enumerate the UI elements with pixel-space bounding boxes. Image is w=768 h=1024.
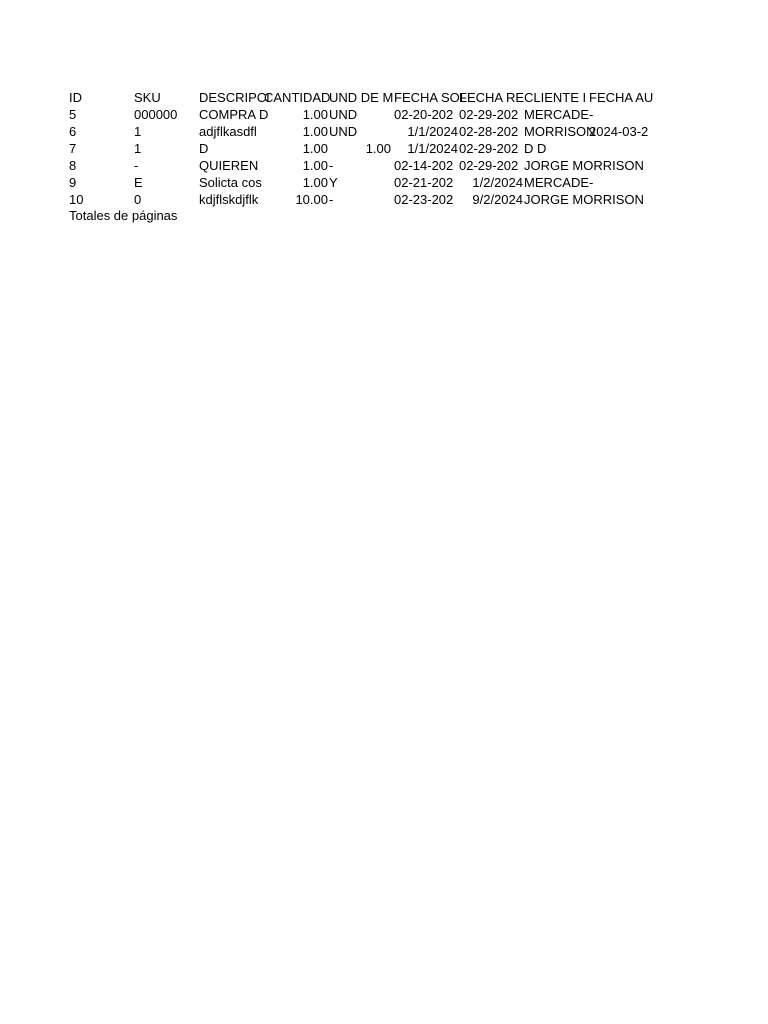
cell-fecha-re: 9/2/2024 (472, 192, 523, 207)
cell-fecha-solicitud: 02-20-202 (394, 107, 454, 122)
header-row (0, 89, 768, 106)
table-row (0, 157, 768, 174)
cell-fecha-aut: - (589, 175, 594, 190)
table-row (0, 123, 768, 140)
header-cantidad: CANTIDAD (264, 90, 331, 105)
cell-cantidad: 1.00 (302, 158, 328, 173)
cell-unidad: - (329, 158, 334, 173)
cell-id: 6 (69, 124, 77, 139)
cell-id: 10 (69, 192, 84, 207)
cell-fecha-re: 02-29-202 (459, 158, 519, 173)
header-fecha-aut: FECHA AU (589, 90, 654, 105)
cell-sku: 000000 (134, 107, 178, 122)
header-descripcion: DESCRIPCI (199, 90, 270, 105)
cell-fecha-re: 02-29-202 (459, 107, 519, 122)
cell-fecha-solicitud: 02-21-202 (394, 175, 454, 190)
cell-unidad: UND (329, 107, 358, 122)
cell-descripcion: adjflkasdfl (199, 124, 257, 139)
cell-cantidad: 10.00 (295, 192, 328, 207)
cell-cantidad: 1.00 (302, 124, 328, 139)
cell-sku: - (134, 158, 139, 173)
cell-fecha-aut: - (589, 107, 594, 122)
cell-cliente: MORRISON (524, 124, 596, 139)
header-cliente: CLIENTE I (524, 90, 587, 105)
table-row (0, 106, 768, 123)
header-sku: SKU (134, 90, 161, 105)
table-row (0, 174, 768, 191)
cell-unidad: UND (329, 124, 358, 139)
cell-sku: E (134, 175, 143, 190)
header-unidad: UND DE M (329, 90, 394, 105)
cell-sku: 1 (134, 141, 142, 156)
cell-cliente: JORGE MORRISON (524, 192, 644, 207)
table-row (0, 140, 768, 157)
cell-descripcion: kdjflskdjflk (199, 192, 259, 207)
cell-cliente: D D (524, 141, 547, 156)
totals-label: Totales de páginas (69, 208, 178, 223)
cell-unidad: - (329, 192, 334, 207)
cell-fecha-re: 02-29-202 (459, 141, 519, 156)
cell-fecha-solicitud: 1/1/2024 (407, 124, 458, 139)
cell-fecha-re: 1/2/2024 (472, 175, 523, 190)
cell-cliente: JORGE MORRISON (524, 158, 644, 173)
cell-unidad: 1.00 (365, 141, 391, 156)
cell-descripcion: QUIEREN (199, 158, 259, 173)
cell-fecha-solicitud: 02-14-202 (394, 158, 454, 173)
cell-cliente: MERCADE (524, 175, 590, 190)
cell-fecha-re: 02-28-202 (459, 124, 519, 139)
cell-cliente: MERCADE (524, 107, 590, 122)
cell-descripcion: Solicta cos (199, 175, 262, 190)
cell-fecha-solicitud: 1/1/2024 (407, 141, 458, 156)
header-fecha-re: FECHA RE (459, 90, 525, 105)
cell-cantidad: 1.00 (302, 141, 328, 156)
header-fecha-solicitud: FECHA SOL (394, 90, 467, 105)
cell-sku: 0 (134, 192, 142, 207)
cell-id: 9 (69, 175, 77, 190)
cell-sku: 1 (134, 124, 142, 139)
cell-id: 8 (69, 158, 77, 173)
cell-id: 7 (69, 141, 77, 156)
cell-unidad: Y (329, 175, 338, 190)
cell-cantidad: 1.00 (302, 175, 328, 190)
cell-id: 5 (69, 107, 77, 122)
table-row (0, 191, 768, 208)
header-id: ID (69, 90, 82, 105)
cell-descripcion: D (199, 141, 209, 156)
cell-fecha-aut (589, 140, 653, 157)
cell-descripcion: COMPRA D (199, 107, 269, 122)
cell-fecha-aut: 2024-03-2 (589, 124, 649, 139)
cell-cantidad: 1.00 (302, 107, 328, 122)
cell-fecha-solicitud: 02-23-202 (394, 192, 454, 207)
totals-row (0, 207, 768, 224)
